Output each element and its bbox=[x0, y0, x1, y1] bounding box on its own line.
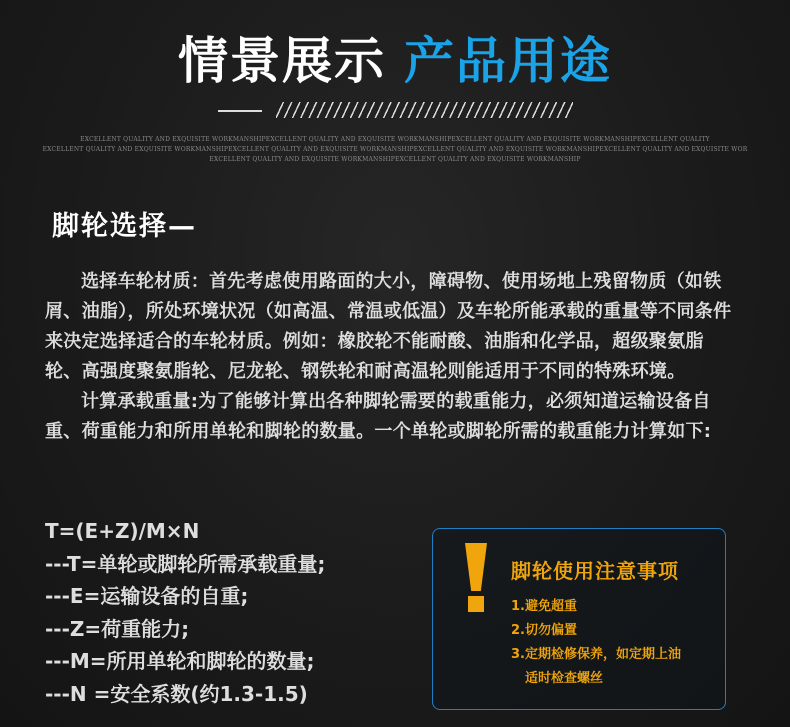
section-body bbox=[45, 267, 735, 447]
formula-line: ---E=运输设备的自重; bbox=[45, 584, 249, 608]
notice-item-continuation: 适时检查螺丝 bbox=[525, 671, 604, 686]
divider-hatch bbox=[276, 102, 573, 118]
formula-line: ---Z=荷重能力; bbox=[45, 616, 190, 641]
formula-line: ---T=单轮或脚轮所需承载重量; bbox=[45, 551, 326, 576]
decorative-divider bbox=[218, 102, 573, 118]
hero-title bbox=[0, 26, 790, 96]
exclamation-icon bbox=[463, 543, 489, 613]
subtitle-line: EXCELLENT QUALITY AND EXQUISITE WORKMANSHIPEXCELLENT QUALITY AND EXQUISITE WORKMANSHIP bbox=[209, 156, 581, 163]
notice-title: 脚轮使用注意事项 bbox=[511, 559, 679, 583]
subtitle-line: EXCELLENT QUALITY AND EXQUISITE WORKMANSHIPEXCELLENT QUALITY AND EXQUISITE WORKMANSHIPEXCELLENT QUALITY AND EXQUISITE WORKMANSHIPEXCELLENT QUALITY bbox=[80, 136, 710, 143]
hero-title-blue: 产品用途 bbox=[404, 32, 612, 90]
subtitle-line: EXCELLENT QUALITY AND EXQUISITE WORKMANSHIPEXCELLENT QUALITY AND EXQUISITE WORKMANSHIPEXCELLENT QUALITY AND EXQUISITE WORKMANSHIPEXCELLENT QUALITY AND EXQUISITE WOR bbox=[42, 146, 748, 153]
formula-line: ---N =安全系数(约1.3-1.5) bbox=[45, 681, 308, 706]
formula-line: ---M=所用单轮和脚轮的数量; bbox=[45, 649, 315, 673]
divider-line bbox=[218, 110, 262, 112]
paragraph-material: 选择车轮材质：首先考虑使用路面的大小，障碍物、使用场地上残留物质（如铁屑、油脂），所处环境状况（如高温、常温或低温）及车轮所能承载的重量等不同条件来决定选择适合的车轮材质。例如：橡胶轮不能耐酸、油脂和化学品，超级聚氨脂轮、高强度聚氨脂轮、尼龙轮、钢铁轮和耐高温轮则能适用于不同的特殊环境。 bbox=[45, 271, 732, 382]
paragraph-load: 计算承载重量:为了能够计算出各种脚轮需要的载重能力，必须知道运输设备自重、荷重能力和所用单轮和脚轮的数量。一个单轮或脚轮所需的载重能力计算如下: bbox=[45, 391, 712, 442]
formula-block bbox=[45, 515, 325, 710]
formula-line: T=(E+Z)/M×N bbox=[45, 519, 200, 543]
hero-title-white: 情景展示 bbox=[178, 32, 386, 90]
subtitle-text bbox=[0, 135, 790, 165]
notice-item: 1.避免超重 bbox=[511, 599, 577, 614]
section-title: 脚轮选择— bbox=[52, 211, 197, 242]
notice-item: 3.定期检修保养，如定期上油 bbox=[511, 647, 681, 662]
notice-list bbox=[511, 595, 721, 691]
notice-item: 2.切勿偏置 bbox=[511, 623, 577, 638]
notice-box bbox=[432, 528, 726, 710]
